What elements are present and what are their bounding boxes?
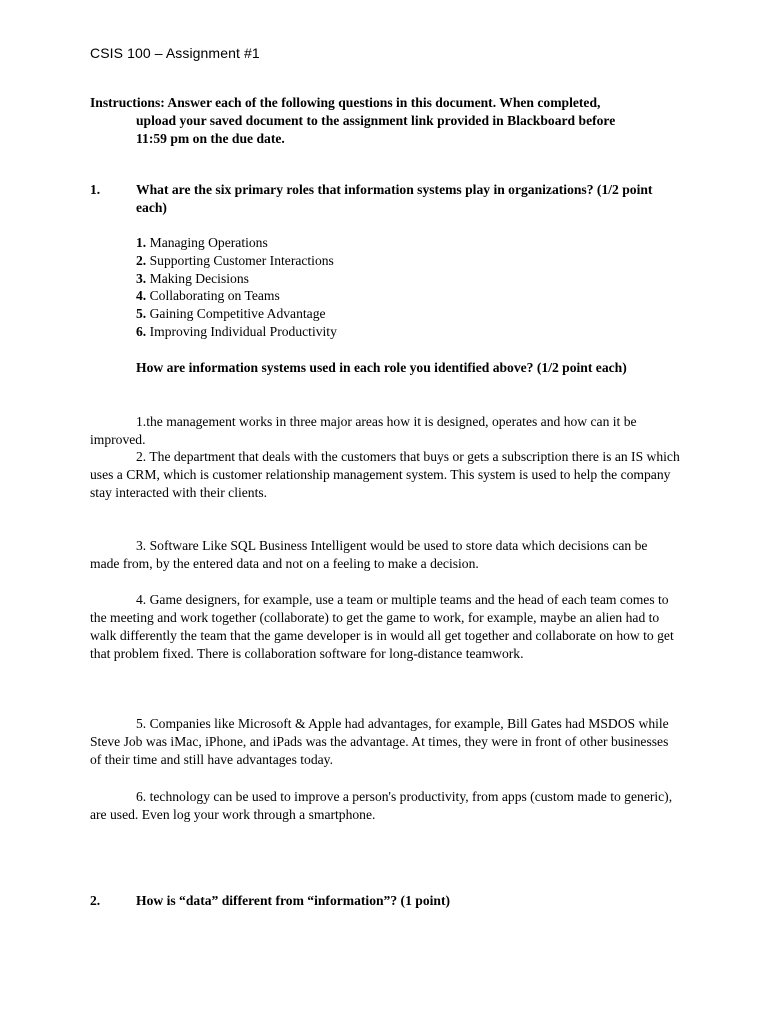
instructions-line-1: Instructions: Answer each of the following questions in this document. When completed, [90,95,601,110]
page-header: CSIS 100 – Assignment #1 [90,45,260,61]
list-item [136,287,337,305]
question-1-text: What are the six primary roles that information systems play in organizations? (1/2 point each) [136,182,653,215]
question-1 [90,181,678,217]
role-number: 3. [136,270,147,286]
instructions [90,94,678,148]
role-label: Making Decisions [146,270,249,286]
answer-paragraph-1: 1.the management works in three major areas how it is designed, operates and how can it be improved. [90,414,637,447]
question-1-number: 1. [90,182,101,197]
question-2-text: How is “data” different from “information”? (1 point) [136,893,451,908]
role-label: Improving Individual Productivity [146,323,337,339]
role-number: 6. [136,323,147,339]
role-number: 2. [136,252,147,268]
roles-list [136,234,337,341]
list-item [136,323,337,341]
role-number: 4. [136,288,147,304]
sub-question: How are information systems used in each role you identified above? (1/2 point each) [136,360,627,375]
answer-paragraph-4: 4. Game designers, for example, use a team or multiple teams and the head of each team comes to the meeting and work together (collaborate) to get the game to work, for example, maybe an alien had to walk differently the team that the game developer is in would all get together and collaborate on how to get that problem fixed. There is collaboration software for long-distance teamwork. [90,592,674,661]
answer-paragraph-5: 5. Companies like Microsoft & Apple had advantages, for example, Bill Gates had MSDOS while Steve Job was iMac, iPhone, and iPads was the advantage. At times, they were in front of other businesses of their time and still have advantages today. [90,716,669,767]
question-2-number: 2. [90,893,101,908]
answer-paragraph-3: 3. Software Like SQL Business Intelligent would be used to store data which decisions can be made from, by the entered data and not on a feeling to make a decision. [90,538,648,571]
list-item [136,234,337,252]
role-label: Supporting Customer Interactions [146,252,334,268]
role-number: 5. [136,306,147,322]
role-label: Managing Operations [146,235,268,250]
instructions-line-3: 11:59 pm on the due date. [136,131,285,146]
answer-paragraph-2: 2. The department that deals with the customers that buys or gets a subscription there is an IS which uses a CRM, which is customer relationship management system. This system is used to help the company stay interacted with their clients. [90,449,680,500]
instructions-line-2: upload your saved document to the assignment link provided in Blackboard before [136,113,616,128]
answer-paragraph-6: 6. technology can be used to improve a person's productivity, from apps (custom made to generic), are used. Even log your work through a smartphone. [90,789,673,822]
role-label: Collaborating on Teams [146,288,280,304]
list-item [136,270,337,288]
list-item [136,305,337,323]
role-number: 1. [136,235,147,250]
question-2 [90,892,678,910]
role-label: Gaining Competitive Advantage [146,306,326,322]
list-item [136,252,337,270]
